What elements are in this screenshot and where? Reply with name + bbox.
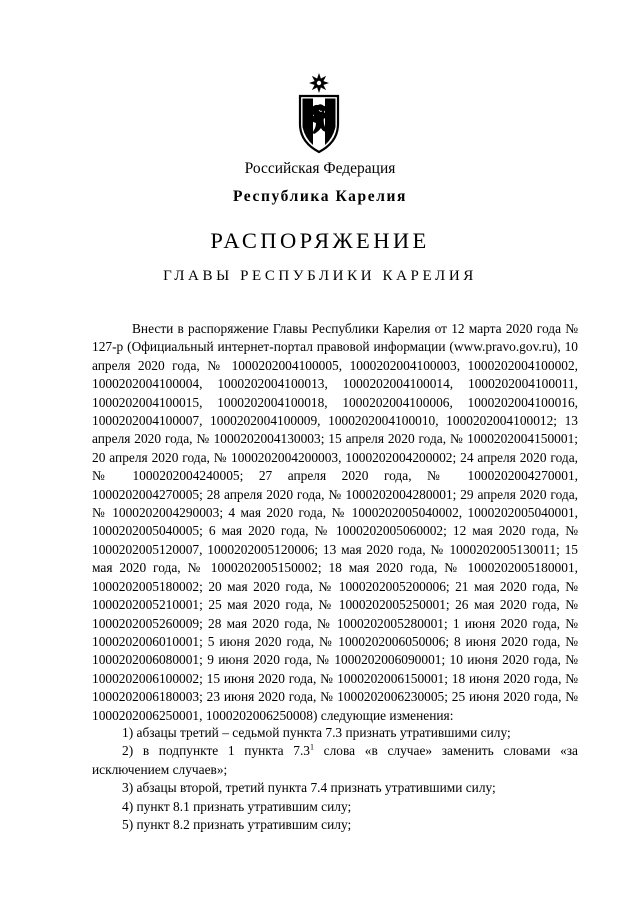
superscript-number: 1 [310,742,315,752]
list-item: 4) пункт 8.1 признать утратившим силу; [122,798,352,814]
karelia-coat-of-arms-icon [296,72,342,154]
list-item: 5) пункт 8.2 признать утратившим силу; [122,817,352,833]
list-item: 1) абзацы третий – седьмой пункта 7.3 признать утратившими силу; [122,725,511,740]
item-text-pre: 2) в подпункте 1 пункта 7.3 [122,743,311,759]
document-type-title: РАСПОРЯЖЕНИЕ [210,228,430,253]
item-text-post: слова «в случае» заменить словами «за исключением случаев»; [92,743,579,777]
issuer-title: ГЛАВЫ РЕСПУБЛИКИ КАРЕЛИЯ [163,268,477,284]
country-name: Российская Федерация [244,160,396,177]
republic-name: Республика Карелия [232,188,408,205]
intro-paragraph: Внести в распоряжение Главы Республики Карелия от 12 марта 2020 года № 127-р (Официальный интернет-портал правовой информации (www.pravo.gov.ru), 10 апреля 2020 года, № 1000202004100005, 1000202004100003, 1000202004100002, 1000202004100004, 1000202004100013, 1000202004100014, 1000202004100011, 1000202004100015, 1000202004100018, 1000202004100006, 1000202004100016, 1000202004100007, 1000202004100009, 1000202004100010, 1000202004100012; 13 апреля 2020 года, № 1000202004130003; 15 апреля 2020 года, № 1000202004150001; 20 апреля 2020 года, № 1000202004200003, 1000202004200002; 24 апреля 2020 года, № 1000202004240005; 27 апреля 2020 года, № 1000202004270001, 1000202004270005; 28 апреля 2020 года, № 1000202004280001; 29 апреля 2020 года, № 1000202004290003; 4 мая 2020 года, № 1000202005040002, 1000202005040001, 1000202005040005; 6 мая 2020 года, № 1000202005060002; 12 мая 2020 года, № 1000202005120007, 1000202005120006; 13 мая 2020 года, № 1000202005130011; 15 мая 2020 года, № 1000202005150002; 18 мая 2020 года, № 1000202005180001, 1000202005180002; 20 мая 2020 года, № 1000202005200006; 21 мая 2020 года, № 1000202005210001; 25 мая 2020 года, № 1000202005250001; 26 мая 2020 года, № 1000202005260009; 28 мая 2020 года, № 1000202005280001; 1 июня 2020 года, № 1000202006010001; 5 июня 2020 года, № 1000202006050006; 8 июня 2020 года, № 1000202006080001; 9 июня 2020 года, № 1000202006090001; 10 июня 2020 года, № 1000202006100002; 15 июня 2020 года, № 1000202006150001; 18 июня 2020 года, № 1000202006180003; 23 июня 2020 года, № 1000202006230005; 25 июня 2020 года, № 1000202006250001, 1000202006250008) следующие изменения: [92,321,578,723]
list-item: 3) абзацы второй, третий пункта 7.4 признать утратившими силу; [122,780,496,796]
list-item [92,742,578,779]
amendments-list [92,724,578,834]
